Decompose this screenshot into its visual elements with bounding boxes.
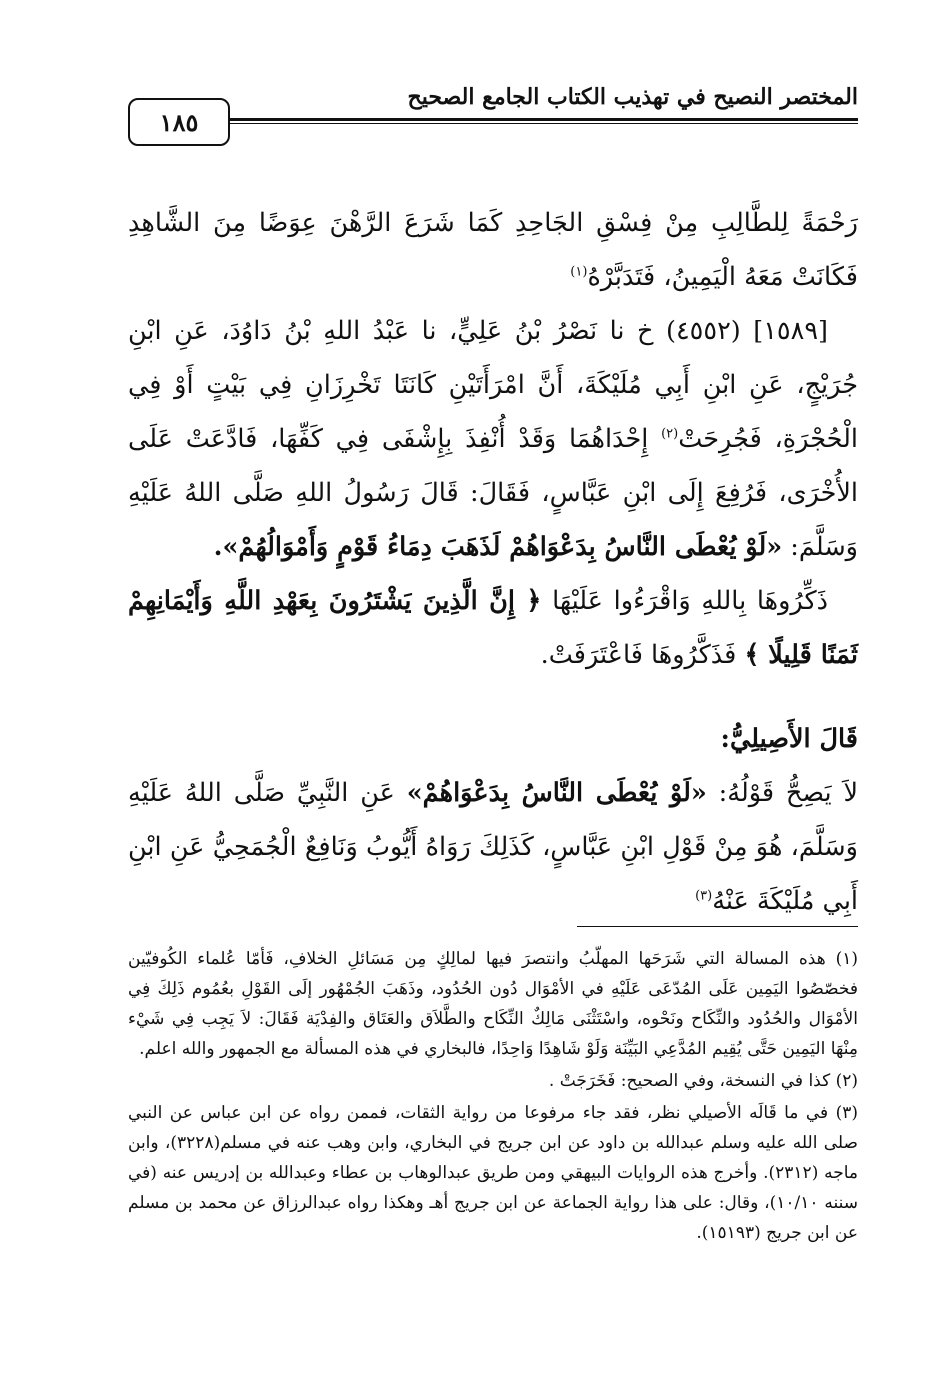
footnote-ref-2: (٢) [661, 426, 679, 442]
main-text [128, 196, 858, 928]
section-heading: قَالَ الأَصِيلِيُّ: [720, 724, 858, 754]
footnote-separator [577, 926, 858, 927]
footnote-ref-3: (٣) [695, 888, 713, 904]
footnote-3: (٣) في ما قَالَه الأصيلي نظر، فقد جاء مرفوعا من رواية الثقات، فممن رواه عن ابن عباس عن النبي صلى الله عليه وسلم عبدالله بن داود عن ابن جريج في البخاري، وابن وهب عنه في مسلم(٣٢٢٨)، وابن ماجه (٢٣١٢). وأخرج هذه الروايات البيهقي ومن طريق عبدالوهاب بن عطاء وعبدالله بن إدريس عنه (في سننه ١٠/١٠)، وقال: على هذا رواية الجماعة عن ابن جريج أهـ وهكذا رواه عبدالرزاق عن محمد بن مسلم عن ابن جريج (١٥١٩٣). [128, 1103, 858, 1243]
header-rule-thick [228, 118, 858, 121]
page-number: ١٨٥ [159, 107, 199, 137]
paragraph-4: لاَ يَصِحُّ قَوْلُهُ: «لَوْ يُعْطَى النَّاسُ بِدَعْوَاهُمْ» عَنِ النَّبِيِّ صَلَّى اللهُ عَلَيْهِ وَسَلَّمَ، هُوَ مِنْ قَوْلِ ابْنِ عَبَّاسٍ، كَذَلِكَ رَوَاهُ أَيُّوبُ وَنَافِعٌ الْجُمَحِيُّ عَنِ ابْنِ أَبِي مُلَيْكَةَ عَنْهُ$^{(٣)}$ [128, 778, 858, 916]
footnote-2: (٢) كذا في النسخة، وفي الصحيح: فَخَرَجَتْ . [548, 1071, 858, 1091]
quoted-phrase: «لَوْ يُعْطَى النَّاسُ بِدَعْوَاهُمْ» [406, 778, 707, 808]
page-header [128, 78, 858, 148]
header-rule-thin [228, 123, 858, 124]
quran-verse: ﴿ إِنَّ الَّذِينَ يَشْتَرُونَ بِعَهْدِ اللَّهِ وَأَيْمَانِهِمْ ثَمَنًا قَلِيلًا ﴾ [128, 586, 858, 670]
paragraph-1: رَحْمَةً لِلطَّالِبِ مِنْ فِسْقِ الجَاحِدِ كَمَا شَرَعَ الرَّهْنَ عِوَضًا مِنَ الشَّاهِدِ فَكَانَتْ مَعَهُ الْيَمِينُ، فَتَدَبَّرْهُ$^{(١)}$ [128, 208, 858, 292]
hadith-1589: [١٥٨٩] (٤٥٥٢) خ نا نَصْرُ بْنُ عَلِيٍّ، نا عَبْدُ اللهِ بْنُ دَاوُدَ، عَنِ ابْنِ جُرَيْجٍ، عَنِ ابْنِ أَبِي مُلَيْكَةَ، أَنَّ امْرَأَتَيْنِ كَانَتَا تَخْرِزَانِ فِي بَيْتٍ أَوْ فِي الْحُجْرَةِ، فَجُرِحَتْ$^{(٢)}$ إِحْدَاهُمَا وَقَدْ أُنْفِذَ بِإِشْفَى فِي كَفِّهَا، فَادَّعَتْ عَلَى الأُخْرَى، فَرُفِعَ إِلَى ابْنِ عَبَّاسٍ، فَقَالَ: قَالَ رَسُولُ اللهِ صَلَّى اللهُ عَلَيْهِ وَسَلَّمَ: «لَوْ يُعْطَى النَّاسُ بِدَعْوَاهُمْ لَذَهَبَ دِمَاءُ قَوْمٍ وَأَمْوَالُهُمْ». [128, 316, 858, 562]
page-number-box [128, 98, 230, 146]
prophetic-quote: «لَوْ يُعْطَى النَّاسُ بِدَعْوَاهُمْ لَذَهَبَ دِمَاءُ قَوْمٍ وَأَمْوَالُهُمْ». [213, 532, 783, 562]
paragraph-3: ذَكِّرُوهَا بِاللهِ وَاقْرَءُوا عَلَيْهَا ﴿ إِنَّ الَّذِينَ يَشْتَرُونَ بِعَهْدِ اللَّهِ وَأَيْمَانِهِمْ ثَمَنًا قَلِيلًا ﴾ فَذَكَّرُوهَا فَاعْتَرَفَتْ. [128, 586, 858, 670]
footnote-1: (١) هذه المسالة التي شَرَحَها المهلّبُ وانتصرَ فيها لمالِكٍ مِن مَسَائلِ الخلافِ، فَأمّا عُلماء الكُوفيّين فخصّصُوا اليَمِين عَلَى المُدّعَى عَلَيْهِ في الأمْوَال دُون الحُدُود، وذَهَبَ الجُمْهُور إلَى القَوْلِ بعُمُوم ذَلِكَ فِي الأمْوَال والحُدُود والنِّكَاح ونَحْوه، واسْتَثْنَى مَالِكٌ النِّكَاح والطَّلاَق والعَتَاق والفِدْيَة فَقَالَ: لاَ يَجِب فِي شَيْء مِنْهَا اليَمِين حَتَّى يُقِيم المُدَّعِي البَيِّنَة وَلَوْ شَاهِدًا وَاحِدًا، فالبخاري في هذه المسألة مع الجمهور والله اعلم. [128, 949, 858, 1059]
book-title: المختصر النصيح في تهذيب الكتاب الجامع الصحيح [407, 84, 858, 110]
footnotes [128, 944, 858, 1250]
footnote-ref-1: (١) [570, 264, 588, 280]
